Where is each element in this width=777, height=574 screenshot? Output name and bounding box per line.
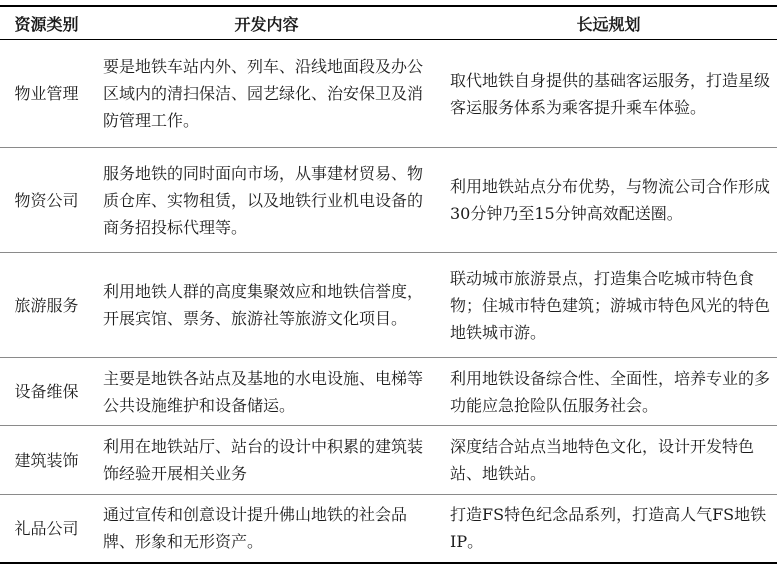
header-plan: 长远规划 <box>576 14 641 34</box>
row-plan: 取代地铁自身提供的基础客运服务，打造星级客运服务体系为乘客提升乘车体验。 <box>450 70 771 117</box>
row-category: 物业管理 <box>14 84 79 103</box>
row-category: 建筑装饰 <box>14 450 79 470</box>
table-row <box>0 148 777 253</box>
row-content: 主要是地铁各站点及基地的水电设施、电梯等公共设施维护和设备储运。 <box>103 368 424 415</box>
row-plan: 利用地铁站点分布优势，与物流公司合作形成30分钟乃至15分钟高效配送圈。 <box>450 177 771 223</box>
row-content: 利用地铁人群的高度集聚效应和地铁信誉度，开展宾馆、票务、旅游社等旅游文化项目。 <box>103 282 424 328</box>
table-row <box>0 495 777 563</box>
row-content: 要是地铁车站内外、列车、沿线地面段及办公区域内的清扫保洁、园艺绿化、治安保卫及消防管理工作。 <box>103 57 424 130</box>
header-row <box>0 6 777 40</box>
table-row <box>0 358 777 426</box>
row-content: 通过宣传和创意设计提升佛山地铁的社会品牌、形象和无形资产。 <box>103 505 408 552</box>
row-category: 设备维保 <box>14 382 79 401</box>
header-content: 开发内容 <box>234 14 299 34</box>
row-plan: 联动城市旅游景点，打造集合吃城市特色食物；住城市特色建筑；游城市特色风光的特色地铁城市游。 <box>450 268 771 342</box>
table-body <box>0 40 777 563</box>
resource-development-table <box>0 5 777 564</box>
table-row <box>0 40 777 148</box>
row-category: 礼品公司 <box>14 518 79 538</box>
row-category: 旅游服务 <box>14 295 79 315</box>
table-header <box>0 6 777 40</box>
row-category: 物资公司 <box>14 190 79 210</box>
header-category: 资源类别 <box>14 14 79 34</box>
row-plan: 利用地铁设备综合性、全面性，培养专业的多功能应急抢险队伍服务社会。 <box>450 368 771 415</box>
row-content: 服务地铁的同时面向市场，从事建材贸易、物质仓库、实物租赁，以及地铁行业机电设备的商务招投标代理等。 <box>103 163 424 237</box>
row-content: 利用在地铁站厅、站台的设计中积累的建筑装饰经验开展相关业务 <box>103 437 424 483</box>
table-row <box>0 253 777 358</box>
table-row <box>0 426 777 495</box>
row-plan: 打造FS特色纪念品系列，打造高人气FS地铁IP。 <box>450 505 767 552</box>
row-plan: 深度结合站点当地特色文化，设计开发特色站、地铁站。 <box>450 437 755 483</box>
